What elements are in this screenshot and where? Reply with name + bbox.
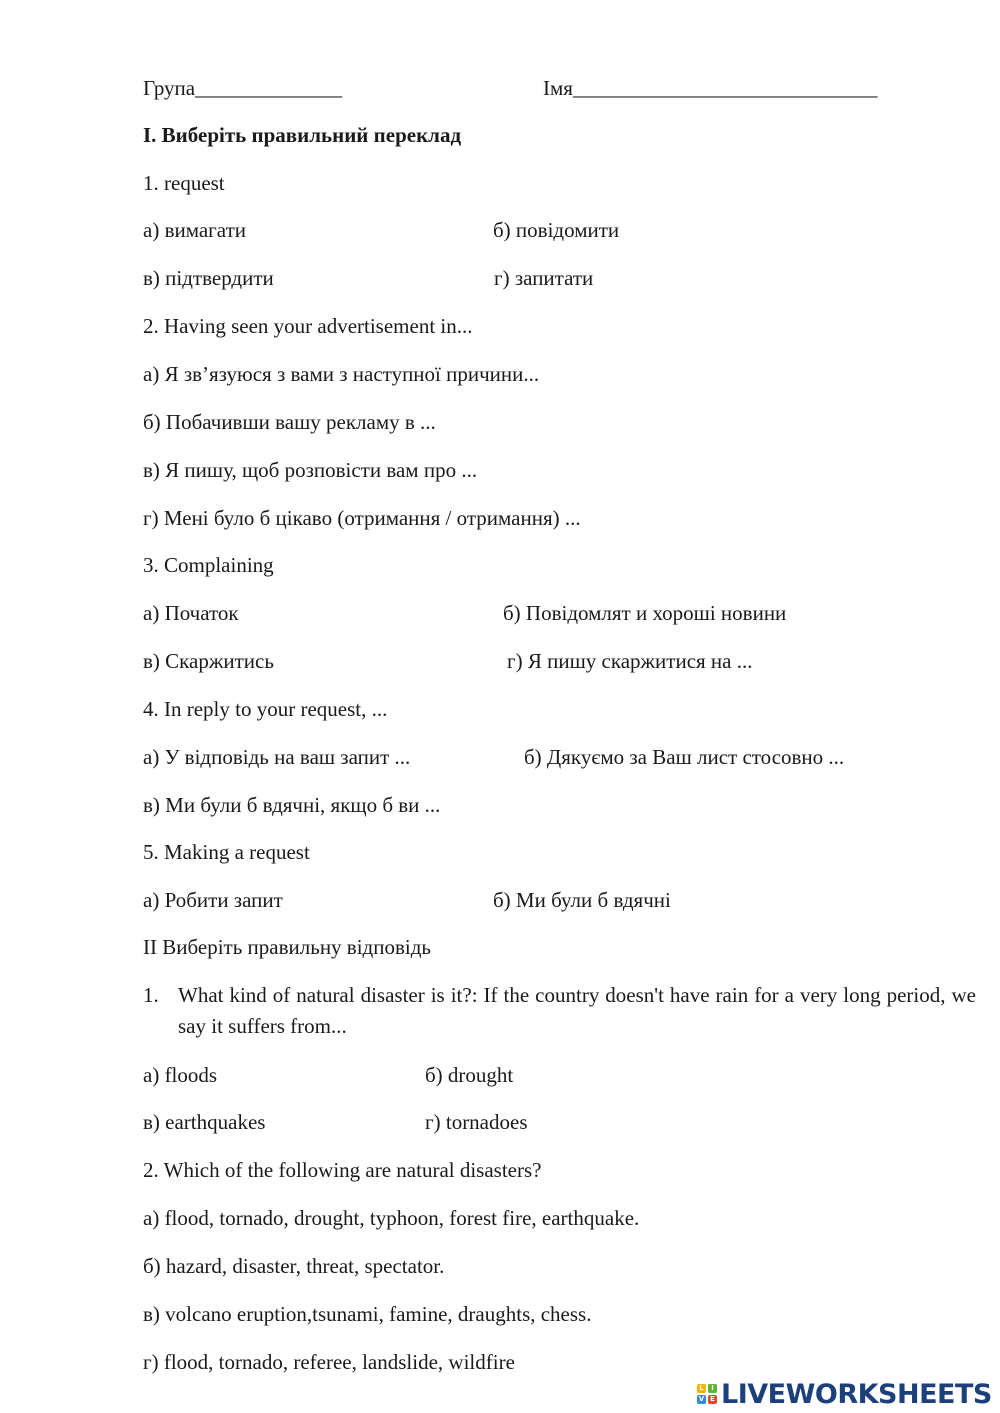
s1-q4-option-b[interactable]: б) Дякуємо за Ваш лист стосовно ...	[524, 745, 845, 769]
s1-q5-option-b[interactable]: б) Ми були б вдячні	[493, 888, 671, 912]
logo-text: LIVEWORKSHEETS	[721, 1378, 992, 1410]
s1-q3-question: 3. Complaining	[143, 553, 274, 577]
s1-q3-option-b[interactable]: б) Повідомлят и хороші новини	[503, 601, 787, 625]
s1-q4-option-a[interactable]: а) У відповідь на ваш запит ...	[143, 745, 411, 769]
s1-q2-option-a[interactable]: а) Я зв’язуюся з вами з наступної причини...	[143, 362, 540, 386]
s1-q2-option-b[interactable]: б) Побачивши вашу рекламу в ...	[143, 410, 436, 434]
s1-q5-question: 5. Making a request	[143, 840, 310, 864]
s1-q2-question: 2. Having seen your advertisement in...	[143, 314, 473, 338]
s2-q1-question: What kind of natural disaster is it?: If the country doesn't have rain for a very long period, we say it suffers from...	[178, 983, 976, 1038]
s2-q2-option-a[interactable]: а) flood, tornado, drought, typhoon, forest fire, earthquake.	[143, 1206, 640, 1230]
s2-q1-number: 1.	[143, 983, 159, 1007]
section-2-title: II Виберіть правильну відповідь	[143, 935, 431, 959]
s2-q2-option-d[interactable]: г) flood, tornado, referee, landslide, wildfire	[143, 1350, 515, 1374]
liveworksheets-logo-icon	[697, 1384, 717, 1404]
s1-q4-option-c[interactable]: в) Ми були б вдячні, якщо б ви ...	[143, 793, 441, 817]
logo-mark-l: L	[697, 1384, 706, 1393]
s1-q1-option-d[interactable]: г) запитати	[494, 266, 594, 290]
s1-q1-option-a[interactable]: а) вимагати	[143, 218, 246, 242]
s2-q2-option-c[interactable]: в) volcano eruption,tsunami, famine, draughts, chess.	[143, 1302, 592, 1326]
s1-q2-option-d[interactable]: г) Мені було б цікаво (отримання / отримання) ...	[143, 506, 581, 530]
section-1-title: I. Виберіть правильний переклад	[143, 123, 462, 147]
name-field-label[interactable]: Імя_____________________________	[543, 76, 878, 100]
s1-q3-option-c[interactable]: в) Скаржитись	[143, 649, 274, 673]
s2-q1-option-a[interactable]: а) floods	[143, 1063, 218, 1087]
s1-q3-option-d[interactable]: г) Я пишу скаржитися на ...	[507, 649, 753, 673]
s2-q1-option-d[interactable]: г) tornadoes	[425, 1110, 528, 1134]
logo-mark-i: I	[708, 1384, 717, 1393]
logo-mark-v: V	[698, 1395, 705, 1403]
s1-q5-option-a[interactable]: а) Робити запит	[143, 888, 283, 912]
s2-q2-question: 2. Which of the following are natural disasters?	[143, 1158, 542, 1182]
s1-q4-question: 4. In reply to your request, ...	[143, 697, 388, 721]
s1-q1-option-c[interactable]: в) підтвердити	[143, 266, 274, 290]
s1-q3-option-a[interactable]: а) Початок	[143, 601, 239, 625]
s1-q1-option-b[interactable]: б) повідомити	[493, 218, 620, 242]
liveworksheets-logo	[697, 1377, 992, 1411]
s2-q2-option-b[interactable]: б) hazard, disaster, threat, spectator.	[143, 1254, 445, 1278]
s2-q1-option-c[interactable]: в) earthquakes	[143, 1110, 266, 1134]
s2-q1-option-b[interactable]: б) drought	[425, 1063, 514, 1087]
s1-q1-question: 1. request	[143, 171, 225, 195]
group-field-label[interactable]: Група______________	[143, 76, 343, 100]
s1-q2-option-c[interactable]: в) Я пишу, щоб розповісти вам про ...	[143, 458, 478, 482]
logo-mark-e: E	[708, 1395, 717, 1404]
